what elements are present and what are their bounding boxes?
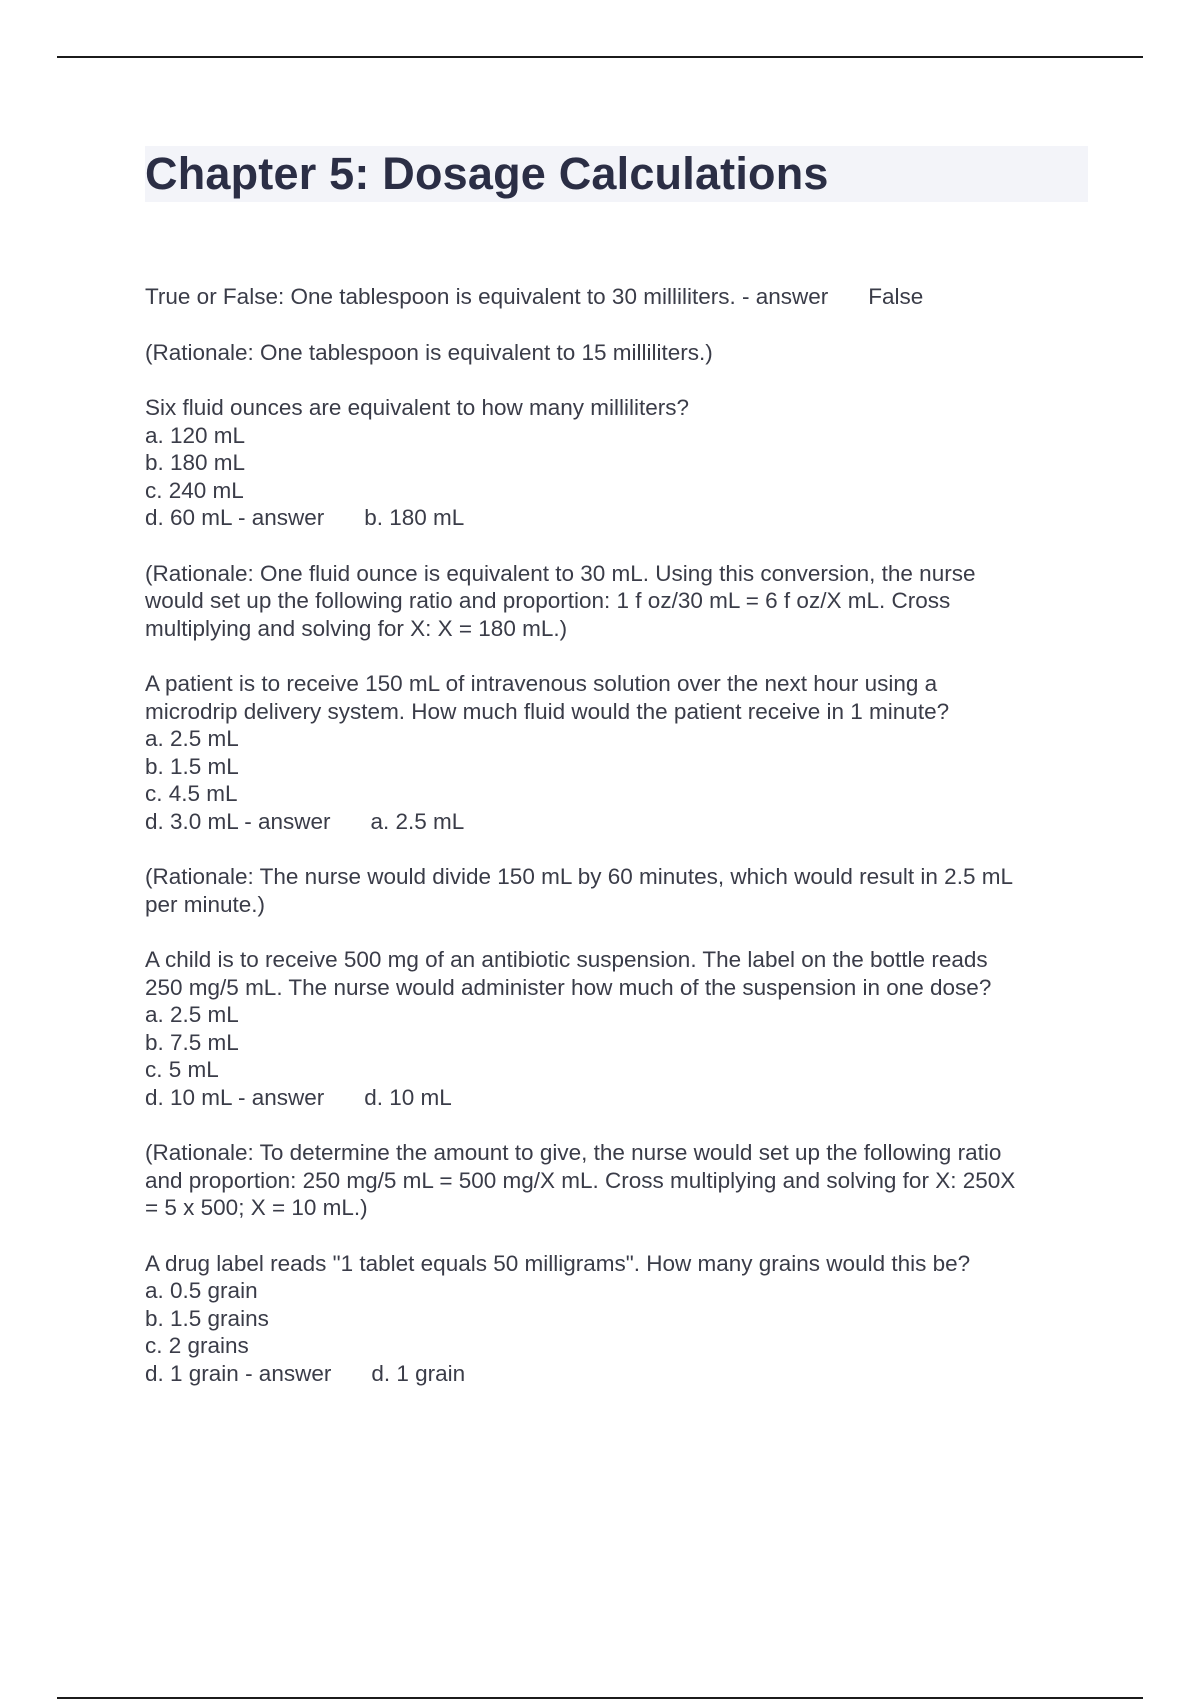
line-text: A child is to receive 500 mg of an antibiotic suspension. The label on the bottle reads	[145, 947, 988, 972]
text-line	[145, 560, 1090, 588]
rationale-item	[145, 1139, 1090, 1222]
text-line	[145, 449, 1090, 477]
text-line	[145, 283, 1090, 311]
line-text: a. 2.5 mL	[145, 1002, 239, 1027]
line-text: (Rationale: One tablespoon is equivalent to 15 milliliters.)	[145, 339, 713, 365]
text-line	[145, 698, 1090, 726]
title-band	[145, 146, 1088, 202]
line-text: c. 240 mL	[145, 477, 244, 503]
text-line	[145, 1360, 1090, 1388]
line-text: per minute.)	[145, 891, 266, 917]
text-line	[145, 1194, 1090, 1222]
page-title: Chapter 5: Dosage Calculations	[145, 148, 829, 199]
text-line	[145, 1250, 1090, 1278]
answer-value: a. 2.5 mL	[370, 808, 465, 834]
text-line	[145, 891, 1090, 919]
text-line	[145, 1332, 1090, 1360]
text-line	[145, 1084, 1090, 1112]
line-text: and proportion: 250 mg/5 mL = 500 mg/X mL. Cross multiplying and solving for X: 250X	[145, 1167, 1016, 1193]
text-line	[145, 615, 1090, 643]
line-text: d. 3.0 mL - answer	[145, 808, 331, 834]
question-item	[145, 283, 1090, 311]
text-line	[145, 1139, 1090, 1167]
text-line	[145, 863, 1090, 891]
line-text: d. 10 mL - answer	[145, 1084, 325, 1110]
text-line	[145, 587, 1090, 615]
line-text: b. 1.5 mL	[145, 753, 239, 779]
text-line	[145, 780, 1090, 808]
line-text: b. 7.5 mL	[145, 1029, 239, 1055]
answer-value: b. 180 mL	[364, 505, 465, 530]
question-item	[145, 1250, 1090, 1388]
question-item	[145, 670, 1090, 835]
text-line	[145, 670, 1090, 698]
line-text: 250 mg/5 mL. The nurse would administer how much of the suspension in one dose?	[145, 974, 992, 1000]
line-text: Six fluid ounces are equivalent to how many milliliters?	[145, 395, 690, 420]
line-text: c. 4.5 mL	[145, 781, 238, 806]
text-line	[145, 504, 1090, 532]
line-text: (Rationale: The nurse would divide 150 mL by 60 minutes, which would result in 2.5 mL	[145, 864, 1013, 889]
line-text: a. 2.5 mL	[145, 726, 239, 751]
text-line	[145, 339, 1090, 367]
text-line	[145, 808, 1090, 836]
text-line	[145, 1001, 1090, 1029]
question-item	[145, 946, 1090, 1111]
line-text: multiplying and solving for X: X = 180 mL.)	[145, 615, 568, 641]
rationale-item	[145, 863, 1090, 918]
line-text: d. 60 mL - answer	[145, 505, 325, 530]
text-line	[145, 1305, 1090, 1333]
line-text: c. 5 mL	[145, 1057, 219, 1082]
rationale-item	[145, 339, 1090, 367]
line-text: d. 1 grain - answer	[145, 1360, 332, 1386]
line-text: microdrip delivery system. How much fluid would the patient receive in 1 minute?	[145, 698, 950, 724]
text-line	[145, 725, 1090, 753]
text-line	[145, 394, 1090, 422]
text-line	[145, 422, 1090, 450]
text-line	[145, 1277, 1090, 1305]
text-line	[145, 1029, 1090, 1057]
answer-value: False	[868, 284, 924, 309]
line-text: c. 2 grains	[145, 1333, 249, 1358]
top-rule	[57, 56, 1143, 58]
text-line	[145, 974, 1090, 1002]
line-text: a. 120 mL	[145, 422, 246, 448]
answer-value: d. 1 grain	[371, 1360, 466, 1386]
text-line	[145, 1167, 1090, 1195]
page-content	[145, 146, 1090, 1415]
line-text: a. 0.5 grain	[145, 1278, 258, 1303]
rationale-item	[145, 560, 1090, 643]
line-text: = 5 x 500; X = 10 mL.)	[145, 1195, 368, 1220]
question-item	[145, 394, 1090, 532]
text-line	[145, 753, 1090, 781]
bottom-rule	[57, 1697, 1143, 1699]
line-text: A drug label reads "1 tablet equals 50 milligrams". How many grains would this be?	[145, 1250, 971, 1276]
text-line	[145, 477, 1090, 505]
line-text: b. 1.5 grains	[145, 1305, 269, 1331]
line-text: b. 180 mL	[145, 450, 246, 475]
line-text: would set up the following ratio and proportion: 1 f oz/30 mL = 6 f oz/X mL. Cross	[145, 588, 951, 613]
text-line	[145, 946, 1090, 974]
line-text: (Rationale: One fluid ounce is equivalent to 30 mL. Using this conversion, the nurse	[145, 560, 976, 586]
line-text: True or False: One tablespoon is equivalent to 30 milliliters. - answer	[145, 284, 829, 309]
question-list	[145, 283, 1090, 1387]
line-text: A patient is to receive 150 mL of intravenous solution over the next hour using a	[145, 671, 938, 696]
answer-value: d. 10 mL	[364, 1084, 452, 1110]
line-text: (Rationale: To determine the amount to give, the nurse would set up the following ratio	[145, 1140, 1002, 1165]
text-line	[145, 1056, 1090, 1084]
